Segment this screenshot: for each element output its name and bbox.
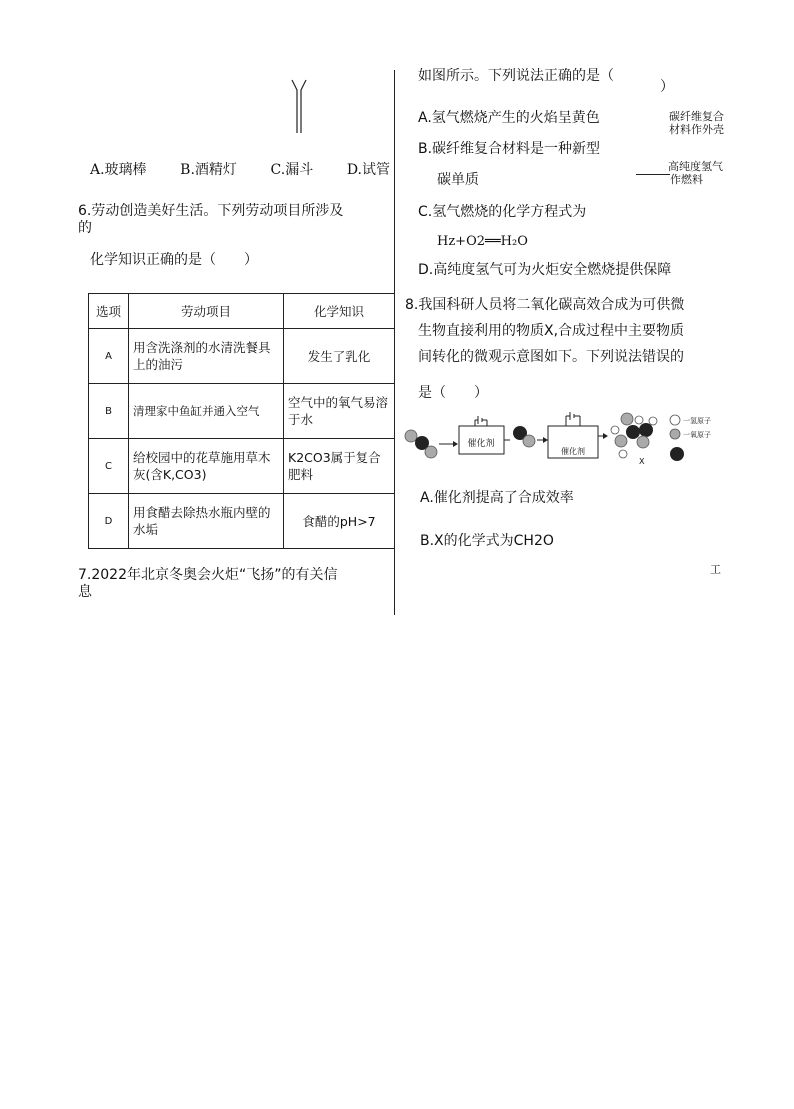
stray-mark: 工	[710, 563, 721, 576]
q8-stem-line3: 间转化的微观示意图如下。下列说法错误的	[418, 349, 684, 365]
oxygen-atom	[621, 413, 633, 425]
q8-stem-line2: 生物直接利用的物质X,合成过程中主要物质	[418, 323, 685, 339]
table-cell-knowledge: 发生了乳化	[284, 329, 395, 384]
q5-option-a: A.玻璃棒	[90, 162, 147, 178]
table-header: 劳动项目	[129, 294, 284, 329]
hydrogen-atom	[635, 416, 643, 424]
catalyst-label-2: 催化剂	[561, 447, 585, 456]
q8-stem-line4: 是（ ）	[418, 385, 488, 401]
legend-hydrogen-label: 一氢原子	[683, 417, 711, 425]
torch-label-fuel-line2: 作燃料	[670, 173, 703, 186]
test-tube-figure	[288, 78, 310, 138]
oxygen-atom	[425, 446, 437, 458]
table-cell-option: B	[89, 384, 129, 439]
carbon-atom	[639, 423, 653, 437]
product-x-label: X	[639, 457, 645, 466]
table-cell-project: 清理家中鱼缸并通入空气	[129, 384, 284, 439]
q5-option-c: C.漏斗	[270, 162, 314, 178]
q7-option-b-line1: B.碳纤维复合材料是一种新型	[418, 141, 601, 157]
q5-option-b: B.酒精灯	[180, 162, 237, 178]
hydrogen-atom	[611, 426, 619, 434]
table-row	[89, 384, 395, 439]
torch-label-fuel-line1: 高纯度氢气	[668, 160, 723, 173]
table-row	[89, 439, 395, 494]
hydrogen-atom	[649, 417, 657, 425]
q7-stem-line2: 息	[78, 584, 92, 600]
legend-oxygen-label: 一氧原子	[683, 431, 711, 439]
labor-table	[88, 293, 395, 549]
catalyst-label-1: 催化剂	[467, 439, 495, 449]
oxygen-atom	[405, 430, 417, 442]
table-header: 选项	[89, 294, 129, 329]
oxygen-atom	[523, 435, 535, 447]
q7-option-c: C.氢气燃烧的化学方程式为	[418, 204, 587, 220]
hydrogen-atom	[619, 450, 627, 458]
oxygen-atom	[615, 435, 627, 447]
q6-stem-line1: 6.劳动创造美好生活。下列劳动项目所涉及	[78, 203, 344, 219]
table-cell-option: D	[89, 494, 129, 549]
carbon-atom	[626, 425, 640, 439]
q7-stem-cont: 如图所示。下列说法正确的是（	[418, 68, 614, 84]
torch-label-shell	[664, 110, 724, 136]
oxygen-atom	[637, 436, 649, 448]
table-cell-project: 用食醋去除热水瓶内壁的水垢	[129, 494, 284, 549]
q5-options	[90, 161, 390, 179]
legend-hydrogen-atom	[670, 415, 680, 425]
table-cell-knowledge: 空气中的氧气易溶于水	[284, 384, 395, 439]
table-cell-project: 用含洗涤剂的水清洗餐具上的油污	[129, 329, 284, 384]
q7-option-d: D.高纯度氢气可为火炬安全燃烧提供保障	[418, 262, 672, 278]
q8-option-b: B.X的化学式为CH2O	[420, 533, 554, 549]
q7-option-a: A.氢气燃烧产生的火焰呈黄色	[418, 110, 600, 126]
q7-option-b-line2: 碳单质	[437, 172, 479, 188]
table-cell-project: 给校园中的花草施用草木灰(含K,CO3)	[129, 439, 284, 494]
reaction-diagram	[403, 408, 728, 468]
table-header: 化学知识	[284, 294, 395, 329]
legend-carbon-atom	[670, 447, 684, 461]
q7-equation: Hz+O2══H₂O	[437, 234, 528, 249]
table-row	[89, 494, 395, 549]
legend-oxygen-atom	[670, 429, 680, 439]
torch-pointer-line	[636, 174, 670, 175]
table-cell-option: C	[89, 439, 129, 494]
q7-stem-paren: ）	[660, 79, 674, 95]
table-header-row	[89, 294, 395, 329]
table-row	[89, 329, 395, 384]
q8-option-a: A.催化剂提高了合成效率	[420, 490, 574, 506]
q6-stem-line3: 化学知识正确的是（ ）	[90, 252, 258, 268]
torch-label-fuel	[668, 160, 728, 186]
table-cell-knowledge: K2CO3属于复合肥料	[284, 439, 395, 494]
column-divider	[394, 70, 395, 615]
torch-label-shell-line2: 材料作外壳	[669, 123, 724, 136]
q5-option-d: D.试管	[346, 162, 390, 178]
torch-label-shell-line1: 碳纤维复合	[669, 110, 724, 123]
q8-stem-line1: 8.我国科研人员将二氧化碳高效合成为可供微	[405, 297, 685, 313]
q6-stem-line2: 的	[78, 220, 92, 236]
table-cell-knowledge: 食醋的pH>7	[284, 494, 395, 549]
q7-stem-line1: 7.2022年北京冬奥会火炬“飞扬”的有关信	[78, 567, 338, 583]
table-cell-option: A	[89, 329, 129, 384]
